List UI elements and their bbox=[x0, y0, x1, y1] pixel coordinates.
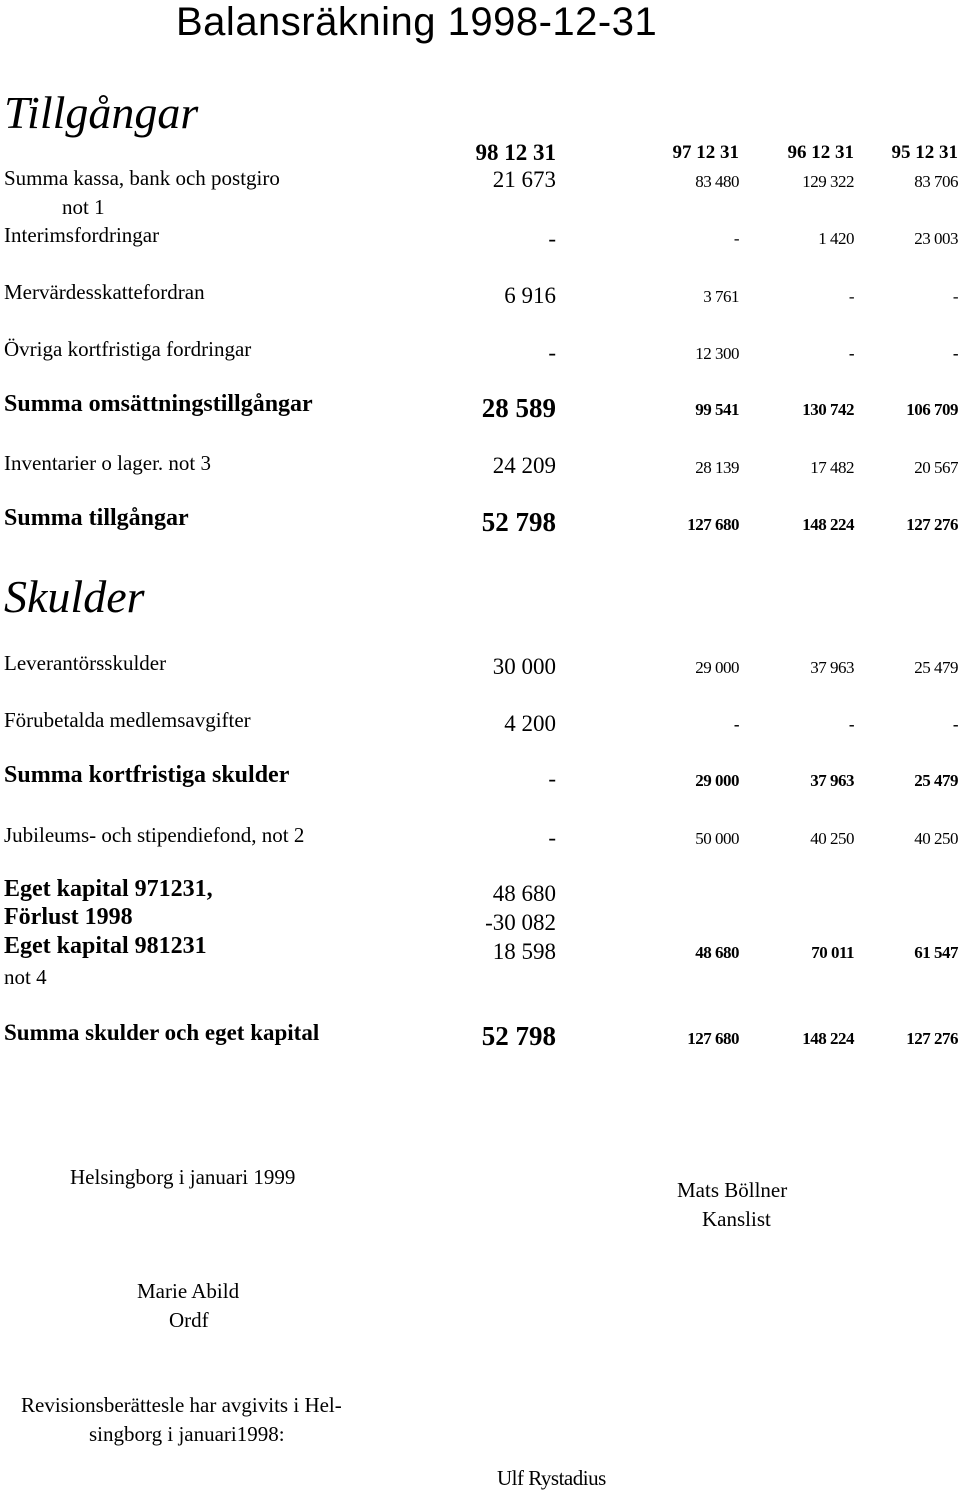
row-value: - bbox=[733, 715, 739, 734]
row-label: Summa omsättningstillgångar bbox=[4, 391, 313, 417]
row-value: 106 709 bbox=[906, 400, 958, 419]
row-value: 148 224 bbox=[802, 1029, 854, 1048]
row-value: 127 276 bbox=[906, 1029, 958, 1048]
row-value: 25 479 bbox=[914, 771, 958, 790]
year-header: 96 12 31 bbox=[787, 142, 854, 163]
row-value: - bbox=[548, 226, 556, 251]
row-value: 148 224 bbox=[802, 515, 854, 534]
row-label: Eget kapital 981231 bbox=[4, 933, 207, 959]
row-value: - bbox=[848, 287, 854, 306]
row-value: 4 200 bbox=[504, 711, 556, 736]
section-heading-assets: Tillgångar bbox=[4, 87, 199, 138]
row-value: 83 480 bbox=[695, 172, 739, 191]
row-value: 40 250 bbox=[914, 829, 958, 848]
row-label: Förlust 1998 bbox=[4, 904, 133, 930]
row-value: 127 276 bbox=[906, 515, 958, 534]
row-value: 30 000 bbox=[492, 654, 556, 679]
row-label: Förubetalda medlemsavgifter bbox=[4, 708, 251, 732]
row-label: Övriga kortfristiga fordringar bbox=[4, 337, 252, 361]
row-value: 21 673 bbox=[492, 167, 556, 192]
row-value: 61 547 bbox=[914, 943, 958, 962]
row-label: Jubileums- och stipendiefond, not 2 bbox=[4, 823, 305, 847]
year-header: 95 12 31 bbox=[891, 142, 958, 163]
signature-role: Ordf bbox=[169, 1308, 209, 1332]
row-label: Summa kortfristiga skulder bbox=[4, 762, 290, 788]
page-title: Balansräkning 1998-12-31 bbox=[176, 0, 658, 44]
signature-name: Marie Abild bbox=[137, 1279, 240, 1303]
row-label: Eget kapital 971231, bbox=[4, 876, 213, 902]
row-value: - bbox=[952, 344, 958, 363]
revision-statement: singborg i januari1998: bbox=[89, 1422, 285, 1446]
row-value: 25 479 bbox=[914, 658, 958, 677]
row-value: 29 000 bbox=[695, 771, 739, 790]
row-value: 23 003 bbox=[914, 229, 958, 248]
row-value: - bbox=[848, 344, 854, 363]
row-value: 1 420 bbox=[818, 229, 854, 248]
row-value: -30 082 bbox=[485, 910, 556, 935]
row-label: Summa kassa, bank och postgiro bbox=[4, 166, 280, 190]
row-value: 52 798 bbox=[481, 1021, 556, 1051]
row-label: Inventarier o lager. not 3 bbox=[4, 451, 212, 475]
row-value: 3 761 bbox=[703, 287, 739, 306]
row-value: 48 680 bbox=[695, 943, 739, 962]
row-value: - bbox=[548, 766, 556, 791]
row-label: Interimsfordringar bbox=[4, 223, 160, 247]
row-value: 12 300 bbox=[695, 344, 739, 363]
row-value: - bbox=[952, 715, 958, 734]
row-value: 99 541 bbox=[695, 400, 739, 419]
row-value: 83 706 bbox=[914, 172, 958, 191]
row-value: 48 680 bbox=[492, 881, 556, 906]
row-value: - bbox=[733, 229, 739, 248]
revision-statement: Revisionsberättesle har avgivits i Hel- bbox=[21, 1393, 342, 1417]
signature-place-date: Helsingborg i januari 1999 bbox=[70, 1165, 296, 1189]
row-value: 70 011 bbox=[811, 943, 854, 962]
row-value: 6 916 bbox=[504, 283, 556, 308]
row-value: 130 742 bbox=[802, 400, 854, 419]
signature-name: Mats Böllner bbox=[677, 1178, 788, 1202]
row-value: 28 589 bbox=[481, 393, 556, 423]
row-label: Summa tillgångar bbox=[4, 505, 189, 531]
year-header: 97 12 31 bbox=[672, 142, 739, 163]
row-value: 129 322 bbox=[802, 172, 854, 191]
row-value: - bbox=[548, 825, 556, 850]
row-value: 52 798 bbox=[481, 507, 556, 537]
row-label: Summa skulder och eget kapital bbox=[4, 1020, 320, 1045]
row-value: 29 000 bbox=[695, 658, 739, 677]
row-value: 17 482 bbox=[810, 458, 854, 477]
row-value: 40 250 bbox=[810, 829, 854, 848]
row-value: 127 680 bbox=[687, 1029, 739, 1048]
year-header: 98 12 31 bbox=[475, 140, 556, 165]
row-value: 37 963 bbox=[810, 771, 854, 790]
row-value: 37 963 bbox=[810, 658, 854, 677]
row-value: 20 567 bbox=[914, 458, 958, 477]
row-value: 127 680 bbox=[687, 515, 739, 534]
signature-name: Ulf Rystadius bbox=[497, 1466, 606, 1490]
row-note: not 1 bbox=[62, 195, 105, 219]
row-label: Mervärdesskattefordran bbox=[4, 280, 205, 304]
row-value: - bbox=[548, 340, 556, 365]
row-value: 24 209 bbox=[492, 453, 556, 478]
section-heading-liabilities: Skulder bbox=[4, 571, 145, 622]
row-value: - bbox=[952, 287, 958, 306]
row-value: 50 000 bbox=[695, 829, 739, 848]
row-value: - bbox=[848, 715, 854, 734]
row-value: 28 139 bbox=[695, 458, 739, 477]
signature-role: Kanslist bbox=[702, 1207, 771, 1231]
row-value: 18 598 bbox=[492, 939, 556, 964]
row-label: Leverantörsskulder bbox=[4, 651, 167, 675]
row-note: not 4 bbox=[4, 965, 47, 989]
